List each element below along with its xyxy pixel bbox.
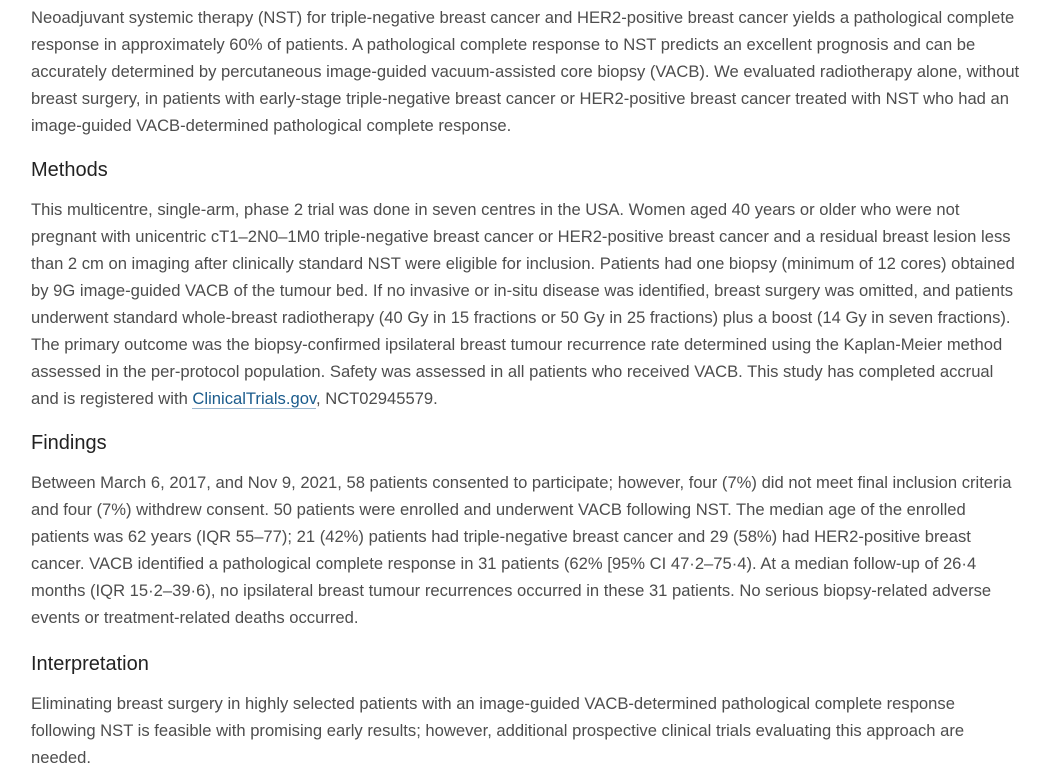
findings-paragraph: Between March 6, 2017, and Nov 9, 2021, 58 patients consented to participate; however, four (7%) did not meet final inclusion criteria and four (7%) withdrew consent. 50 patients were enrolled and underwent VACB following NST. The median age of the enrolled patients was 62 years (IQR 55–77); 21 (42%) patients had triple-negative breast cancer and 29 (58%) had HER2-positive breast cancer. VACB identified a pathological complete response in 31 patients (62% [95% CI 47·2–75·4). At a median follow-up of 26·4 months (IQR 15·2–39·6), no ipsilateral breast tumour recurrences occurred in these 31 patients. No serious biopsy-related adverse events or treatment-related deaths occurred. <box>31 473 1012 627</box>
findings-section <box>31 429 1023 631</box>
findings-heading: Findings <box>31 432 107 454</box>
methods-heading: Methods <box>31 159 108 181</box>
interpretation-paragraph: Eliminating breast surgery in highly selected patients with an image-guided VACB-determined pathological complete response following NST is feasible with promising early results; however, additional prospective clinical trials evaluating this approach are needed. <box>31 694 965 767</box>
methods-paragraph <box>31 196 1023 412</box>
interpretation-heading: Interpretation <box>31 653 149 675</box>
interpretation-section <box>31 650 1023 771</box>
methods-registration-text: , NCT02945579. <box>315 389 438 408</box>
abstract-article <box>31 4 1023 771</box>
clinicaltrials-link[interactable]: ClinicalTrials.gov <box>192 389 316 408</box>
background-paragraph: Neoadjuvant systemic therapy (NST) for triple-negative breast cancer and HER2-positive breast cancer yields a pathological complete response in approximately 60% of patients. A pathological complete response to NST predicts an excellent prognosis and can be accurately determined by percutaneous image-guided vacuum-assisted core biopsy (VACB). We evaluated radiotherapy alone, without breast surgery, in patients with early-stage triple-negative breast cancer or HER2-positive breast cancer treated with NST who had an image-guided VACB-determined pathological complete response. <box>31 8 1020 135</box>
methods-section <box>31 156 1023 412</box>
methods-text: This multicentre, single-arm, phase 2 trial was done in seven centres in the USA. Women aged 40 years or older who were not pregnant with unicentric cT1–2N0–1M0 triple-negative breast cancer or HER2-positive breast cancer and a residual breast lesion less than 2 cm on imaging after clinically standard NST were eligible for inclusion. Patients had one biopsy (minimum of 12 cores) obtained by 9G image-guided VACB of the tumour bed. If no invasive or in-situ disease was identified, breast surgery was omitted, and patients underwent standard whole-breast radiotherapy (40 Gy in 15 fractions or 50 Gy in 25 fractions) plus a boost (14 Gy in seven fractions). The primary outcome was the biopsy-confirmed ipsilateral breast tumour recurrence rate determined using the Kaplan-Meier method assessed in the per-protocol population. Safety was assessed in all patients who received VACB. This study has completed accrual and is registered with <box>31 200 1015 408</box>
